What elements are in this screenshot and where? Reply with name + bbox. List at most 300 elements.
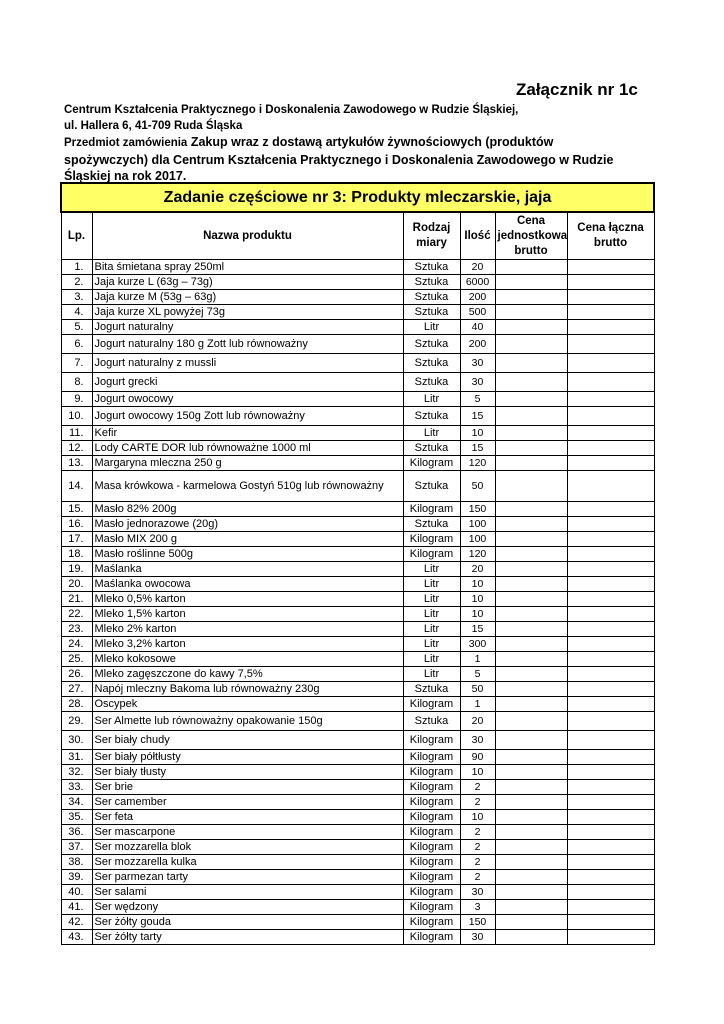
table-row [61, 870, 654, 885]
row-unit-price [495, 750, 567, 765]
row-unit-price [495, 471, 567, 502]
row-total-price [567, 456, 654, 471]
row-unit-price [495, 373, 567, 392]
row-lp: 29. [61, 712, 92, 731]
table-row [61, 577, 654, 592]
row-unit-price [495, 592, 567, 607]
row-total-price [567, 426, 654, 441]
row-unit-price [495, 290, 567, 305]
header-total-price: Cena łączna brutto [567, 212, 654, 260]
row-unit-price [495, 562, 567, 577]
row-unit-price [495, 810, 567, 825]
table-row [61, 810, 654, 825]
row-unit-price [495, 885, 567, 900]
row-total-price [567, 795, 654, 810]
row-lp: 30. [61, 731, 92, 750]
table-row [61, 682, 654, 697]
row-unit-price [495, 712, 567, 731]
table-row [61, 335, 654, 354]
row-unit: Kilogram [403, 780, 460, 795]
row-unit: Litr [403, 637, 460, 652]
table-row [61, 547, 654, 562]
row-lp: 35. [61, 810, 92, 825]
table-row [61, 456, 654, 471]
row-quantity: 10 [460, 607, 495, 622]
row-total-price [567, 592, 654, 607]
table-row [61, 900, 654, 915]
order-subject-text: Zakup wraz z dostawą artykułów żywnościowych (produktów spożywczych) dla Centrum Kształcenia Praktycznego i Doskonalenia Zawodowego w Rudzie Śląskiej na rok 2017. [64, 135, 614, 183]
row-unit-price [495, 667, 567, 682]
row-unit: Kilogram [403, 765, 460, 780]
row-lp: 23. [61, 622, 92, 637]
row-unit: Sztuka [403, 305, 460, 320]
table-row [61, 930, 654, 945]
row-unit: Kilogram [403, 900, 460, 915]
row-unit-price [495, 637, 567, 652]
row-quantity: 10 [460, 810, 495, 825]
row-total-price [567, 840, 654, 855]
row-quantity: 120 [460, 456, 495, 471]
row-total-price [567, 441, 654, 456]
row-total-price [567, 373, 654, 392]
row-quantity: 6000 [460, 275, 495, 290]
order-subject [64, 134, 624, 185]
row-product-name: Maślanka owocowa [92, 577, 403, 592]
row-total-price [567, 335, 654, 354]
table-row [61, 780, 654, 795]
row-total-price [567, 532, 654, 547]
row-lp: 22. [61, 607, 92, 622]
table-row [61, 354, 654, 373]
row-unit-price [495, 577, 567, 592]
row-quantity: 300 [460, 637, 495, 652]
row-total-price [567, 354, 654, 373]
row-unit: Kilogram [403, 502, 460, 517]
row-unit-price [495, 607, 567, 622]
row-lp: 19. [61, 562, 92, 577]
row-product-name: Ser biały półtłusty [92, 750, 403, 765]
header-unit: Rodzaj miary [403, 212, 460, 260]
table-row [61, 825, 654, 840]
row-product-name: Jaja kurze XL powyżej 73g [92, 305, 403, 320]
row-unit: Kilogram [403, 795, 460, 810]
row-total-price [567, 885, 654, 900]
row-total-price [567, 622, 654, 637]
row-unit: Litr [403, 667, 460, 682]
table-row [61, 855, 654, 870]
table-row [61, 392, 654, 407]
row-unit: Sztuka [403, 373, 460, 392]
row-unit-price [495, 517, 567, 532]
row-product-name: Ser wędzony [92, 900, 403, 915]
row-unit: Sztuka [403, 471, 460, 502]
row-product-name: Mleko 2% karton [92, 622, 403, 637]
row-lp: 40. [61, 885, 92, 900]
row-quantity: 200 [460, 335, 495, 354]
row-unit-price [495, 441, 567, 456]
row-lp: 42. [61, 915, 92, 930]
row-total-price [567, 392, 654, 407]
institution-name: Centrum Kształcenia Praktycznego i Doskonalenia Zawodowego w Rudzie Śląskiej, [64, 104, 519, 116]
table-row [61, 622, 654, 637]
row-quantity: 120 [460, 547, 495, 562]
row-total-price [567, 637, 654, 652]
row-quantity: 2 [460, 825, 495, 840]
row-product-name: Lody CARTE DOR lub równoważne 1000 ml [92, 441, 403, 456]
row-quantity: 20 [460, 712, 495, 731]
table-row [61, 667, 654, 682]
row-unit: Sztuka [403, 682, 460, 697]
row-unit-price [495, 870, 567, 885]
table-row [61, 765, 654, 780]
table-row [61, 260, 654, 275]
row-product-name: Jogurt naturalny 180 g Zott lub równoważny [92, 335, 403, 354]
row-lp: 4. [61, 305, 92, 320]
row-quantity: 100 [460, 532, 495, 547]
row-unit: Kilogram [403, 731, 460, 750]
row-lp: 18. [61, 547, 92, 562]
row-total-price [567, 731, 654, 750]
row-total-price [567, 780, 654, 795]
row-product-name: Ser biały chudy [92, 731, 403, 750]
row-product-name: Ser żółty tarty [92, 930, 403, 945]
row-product-name: Mleko 1,5% karton [92, 607, 403, 622]
row-unit-price [495, 780, 567, 795]
row-unit-price [495, 731, 567, 750]
row-unit-price [495, 392, 567, 407]
header-lp: Lp. [61, 212, 92, 260]
row-product-name: Napój mleczny Bakoma lub równoważny 230g [92, 682, 403, 697]
row-product-name: Mleko zagęszczone do kawy 7,5% [92, 667, 403, 682]
row-product-name: Ser parmezan tarty [92, 870, 403, 885]
row-quantity: 2 [460, 780, 495, 795]
row-product-name: Jaja kurze M (53g – 63g) [92, 290, 403, 305]
table-row [61, 637, 654, 652]
row-product-name: Jogurt naturalny z mussli [92, 354, 403, 373]
row-unit-price [495, 456, 567, 471]
row-unit: Litr [403, 562, 460, 577]
row-unit: Kilogram [403, 532, 460, 547]
row-lp: 32. [61, 765, 92, 780]
row-lp: 31. [61, 750, 92, 765]
row-lp: 20. [61, 577, 92, 592]
row-total-price [567, 577, 654, 592]
header-qty: Ilość [460, 212, 495, 260]
row-unit: Litr [403, 392, 460, 407]
row-lp: 39. [61, 870, 92, 885]
row-unit-price [495, 682, 567, 697]
row-product-name: Kefir [92, 426, 403, 441]
row-total-price [567, 682, 654, 697]
row-unit-price [495, 547, 567, 562]
row-lp: 28. [61, 697, 92, 712]
row-quantity: 2 [460, 795, 495, 810]
row-total-price [567, 855, 654, 870]
row-quantity: 10 [460, 765, 495, 780]
row-quantity: 3 [460, 900, 495, 915]
products-table [60, 182, 655, 945]
row-product-name: Jogurt naturalny [92, 320, 403, 335]
row-total-price [567, 712, 654, 731]
row-quantity: 10 [460, 577, 495, 592]
table-row [61, 697, 654, 712]
row-quantity: 30 [460, 930, 495, 945]
row-unit: Sztuka [403, 354, 460, 373]
row-product-name: Ser Almette lub równoważny opakowanie 150g [92, 712, 403, 731]
row-unit-price [495, 765, 567, 780]
row-quantity: 1 [460, 652, 495, 667]
row-quantity: 10 [460, 426, 495, 441]
table-row [61, 840, 654, 855]
row-total-price [567, 825, 654, 840]
row-quantity: 20 [460, 562, 495, 577]
row-product-name: Masło jednorazowe (20g) [92, 517, 403, 532]
row-unit: Kilogram [403, 697, 460, 712]
row-lp: 6. [61, 335, 92, 354]
table-row [61, 885, 654, 900]
row-total-price [567, 900, 654, 915]
row-product-name: Ser camember [92, 795, 403, 810]
row-quantity: 30 [460, 731, 495, 750]
row-unit: Litr [403, 622, 460, 637]
row-quantity: 50 [460, 682, 495, 697]
row-product-name: Jaja kurze L (63g – 73g) [92, 275, 403, 290]
row-quantity: 200 [460, 290, 495, 305]
row-total-price [567, 667, 654, 682]
row-quantity: 5 [460, 667, 495, 682]
row-total-price [567, 517, 654, 532]
row-quantity: 2 [460, 870, 495, 885]
row-lp: 17. [61, 532, 92, 547]
row-lp: 34. [61, 795, 92, 810]
row-total-price [567, 810, 654, 825]
row-lp: 1. [61, 260, 92, 275]
row-lp: 12. [61, 441, 92, 456]
table-row [61, 915, 654, 930]
row-product-name: Ser feta [92, 810, 403, 825]
row-unit: Sztuka [403, 290, 460, 305]
row-quantity: 30 [460, 885, 495, 900]
row-quantity: 15 [460, 622, 495, 637]
row-product-name: Ser mozzarella kulka [92, 855, 403, 870]
row-unit-price [495, 275, 567, 290]
row-total-price [567, 320, 654, 335]
row-lp: 25. [61, 652, 92, 667]
row-quantity: 50 [460, 471, 495, 502]
row-unit-price [495, 652, 567, 667]
table-row [61, 652, 654, 667]
row-unit: Sztuka [403, 407, 460, 426]
row-unit-price [495, 622, 567, 637]
row-lp: 36. [61, 825, 92, 840]
row-lp: 16. [61, 517, 92, 532]
row-product-name: Bita śmietana spray 250ml [92, 260, 403, 275]
row-lp: 5. [61, 320, 92, 335]
row-total-price [567, 471, 654, 502]
header-unit-price: Cena jednostkowa brutto [495, 212, 567, 260]
row-lp: 2. [61, 275, 92, 290]
row-lp: 13. [61, 456, 92, 471]
table-row [61, 607, 654, 622]
table-row [61, 712, 654, 731]
row-total-price [567, 290, 654, 305]
row-lp: 26. [61, 667, 92, 682]
row-quantity: 500 [460, 305, 495, 320]
row-lp: 37. [61, 840, 92, 855]
table-row [61, 562, 654, 577]
row-lp: 38. [61, 855, 92, 870]
row-total-price [567, 765, 654, 780]
row-product-name: Masło roślinne 500g [92, 547, 403, 562]
row-quantity: 150 [460, 915, 495, 930]
row-lp: 11. [61, 426, 92, 441]
row-unit: Kilogram [403, 855, 460, 870]
row-lp: 21. [61, 592, 92, 607]
row-lp: 24. [61, 637, 92, 652]
row-unit: Kilogram [403, 870, 460, 885]
row-total-price [567, 750, 654, 765]
table-row [61, 517, 654, 532]
row-total-price [567, 547, 654, 562]
row-product-name: Mleko 0,5% karton [92, 592, 403, 607]
row-quantity: 30 [460, 354, 495, 373]
annex-number: Załącznik nr 1c [516, 80, 638, 99]
table-row [61, 320, 654, 335]
row-unit: Litr [403, 652, 460, 667]
row-total-price [567, 260, 654, 275]
row-unit: Litr [403, 577, 460, 592]
row-product-name: Ser salami [92, 885, 403, 900]
row-unit: Kilogram [403, 885, 460, 900]
table-row [61, 731, 654, 750]
row-product-name: Ser biały tłusty [92, 765, 403, 780]
table-row [61, 407, 654, 426]
row-quantity: 15 [460, 441, 495, 456]
table-row [61, 750, 654, 765]
row-lp: 43. [61, 930, 92, 945]
table-row [61, 275, 654, 290]
table-row [61, 502, 654, 517]
row-quantity: 1 [460, 697, 495, 712]
row-quantity: 10 [460, 592, 495, 607]
row-product-name: Jogurt owocowy [92, 392, 403, 407]
row-unit-price [495, 260, 567, 275]
row-quantity: 150 [460, 502, 495, 517]
row-total-price [567, 870, 654, 885]
row-unit-price [495, 426, 567, 441]
row-product-name: Masa krówkowa - karmelowa Gostyń 510g lub równoważny [92, 471, 403, 502]
row-unit: Sztuka [403, 712, 460, 731]
order-subject-label: Przedmiot zamówienia [64, 137, 188, 149]
row-quantity: 100 [460, 517, 495, 532]
row-unit-price [495, 320, 567, 335]
row-quantity: 2 [460, 840, 495, 855]
row-unit: Sztuka [403, 260, 460, 275]
row-total-price [567, 502, 654, 517]
institution-address: ul. Hallera 6, 41-709 Ruda Śląska [64, 120, 243, 132]
row-unit-price [495, 532, 567, 547]
row-product-name: Ser żółty gouda [92, 915, 403, 930]
row-total-price [567, 607, 654, 622]
table-header-row [61, 212, 654, 260]
row-unit: Kilogram [403, 825, 460, 840]
row-total-price [567, 652, 654, 667]
header-name: Nazwa produktu [92, 212, 403, 260]
row-quantity: 5 [460, 392, 495, 407]
row-unit: Kilogram [403, 930, 460, 945]
row-product-name: Mleko kokosowe [92, 652, 403, 667]
row-product-name: Oscypek [92, 697, 403, 712]
row-unit: Kilogram [403, 840, 460, 855]
row-quantity: 30 [460, 373, 495, 392]
row-lp: 10. [61, 407, 92, 426]
row-lp: 9. [61, 392, 92, 407]
row-lp: 3. [61, 290, 92, 305]
row-unit: Kilogram [403, 547, 460, 562]
table-row [61, 795, 654, 810]
row-unit-price [495, 305, 567, 320]
row-product-name: Ser mascarpone [92, 825, 403, 840]
table-row [61, 592, 654, 607]
row-product-name: Masło MIX 200 g [92, 532, 403, 547]
row-unit: Sztuka [403, 441, 460, 456]
table-title: Zadanie częściowe nr 3: Produkty mleczarskie, jaja [61, 183, 654, 212]
row-unit-price [495, 840, 567, 855]
row-total-price [567, 407, 654, 426]
row-unit-price [495, 502, 567, 517]
table-title-row [61, 183, 654, 212]
row-product-name: Jogurt grecki [92, 373, 403, 392]
row-total-price [567, 930, 654, 945]
row-unit-price [495, 697, 567, 712]
row-unit: Sztuka [403, 275, 460, 290]
row-unit-price [495, 900, 567, 915]
row-unit: Kilogram [403, 456, 460, 471]
row-lp: 7. [61, 354, 92, 373]
row-total-price [567, 697, 654, 712]
row-quantity: 20 [460, 260, 495, 275]
table-row [61, 441, 654, 456]
table-row [61, 471, 654, 502]
row-unit: Kilogram [403, 810, 460, 825]
row-unit: Kilogram [403, 915, 460, 930]
row-product-name: Mleko 3,2% karton [92, 637, 403, 652]
table-row [61, 426, 654, 441]
row-lp: 33. [61, 780, 92, 795]
row-unit: Kilogram [403, 750, 460, 765]
row-unit-price [495, 354, 567, 373]
row-unit-price [495, 930, 567, 945]
row-lp: 15. [61, 502, 92, 517]
row-product-name: Ser mozzarella blok [92, 840, 403, 855]
row-unit: Sztuka [403, 517, 460, 532]
row-quantity: 90 [460, 750, 495, 765]
row-unit: Litr [403, 592, 460, 607]
table-row [61, 532, 654, 547]
row-product-name: Maślanka [92, 562, 403, 577]
row-unit-price [495, 335, 567, 354]
row-total-price [567, 305, 654, 320]
row-unit: Litr [403, 426, 460, 441]
table-row [61, 373, 654, 392]
row-product-name: Margaryna mleczna 250 g [92, 456, 403, 471]
row-product-name: Ser brie [92, 780, 403, 795]
table-row [61, 305, 654, 320]
row-total-price [567, 275, 654, 290]
row-lp: 8. [61, 373, 92, 392]
row-quantity: 2 [460, 855, 495, 870]
row-unit: Litr [403, 607, 460, 622]
